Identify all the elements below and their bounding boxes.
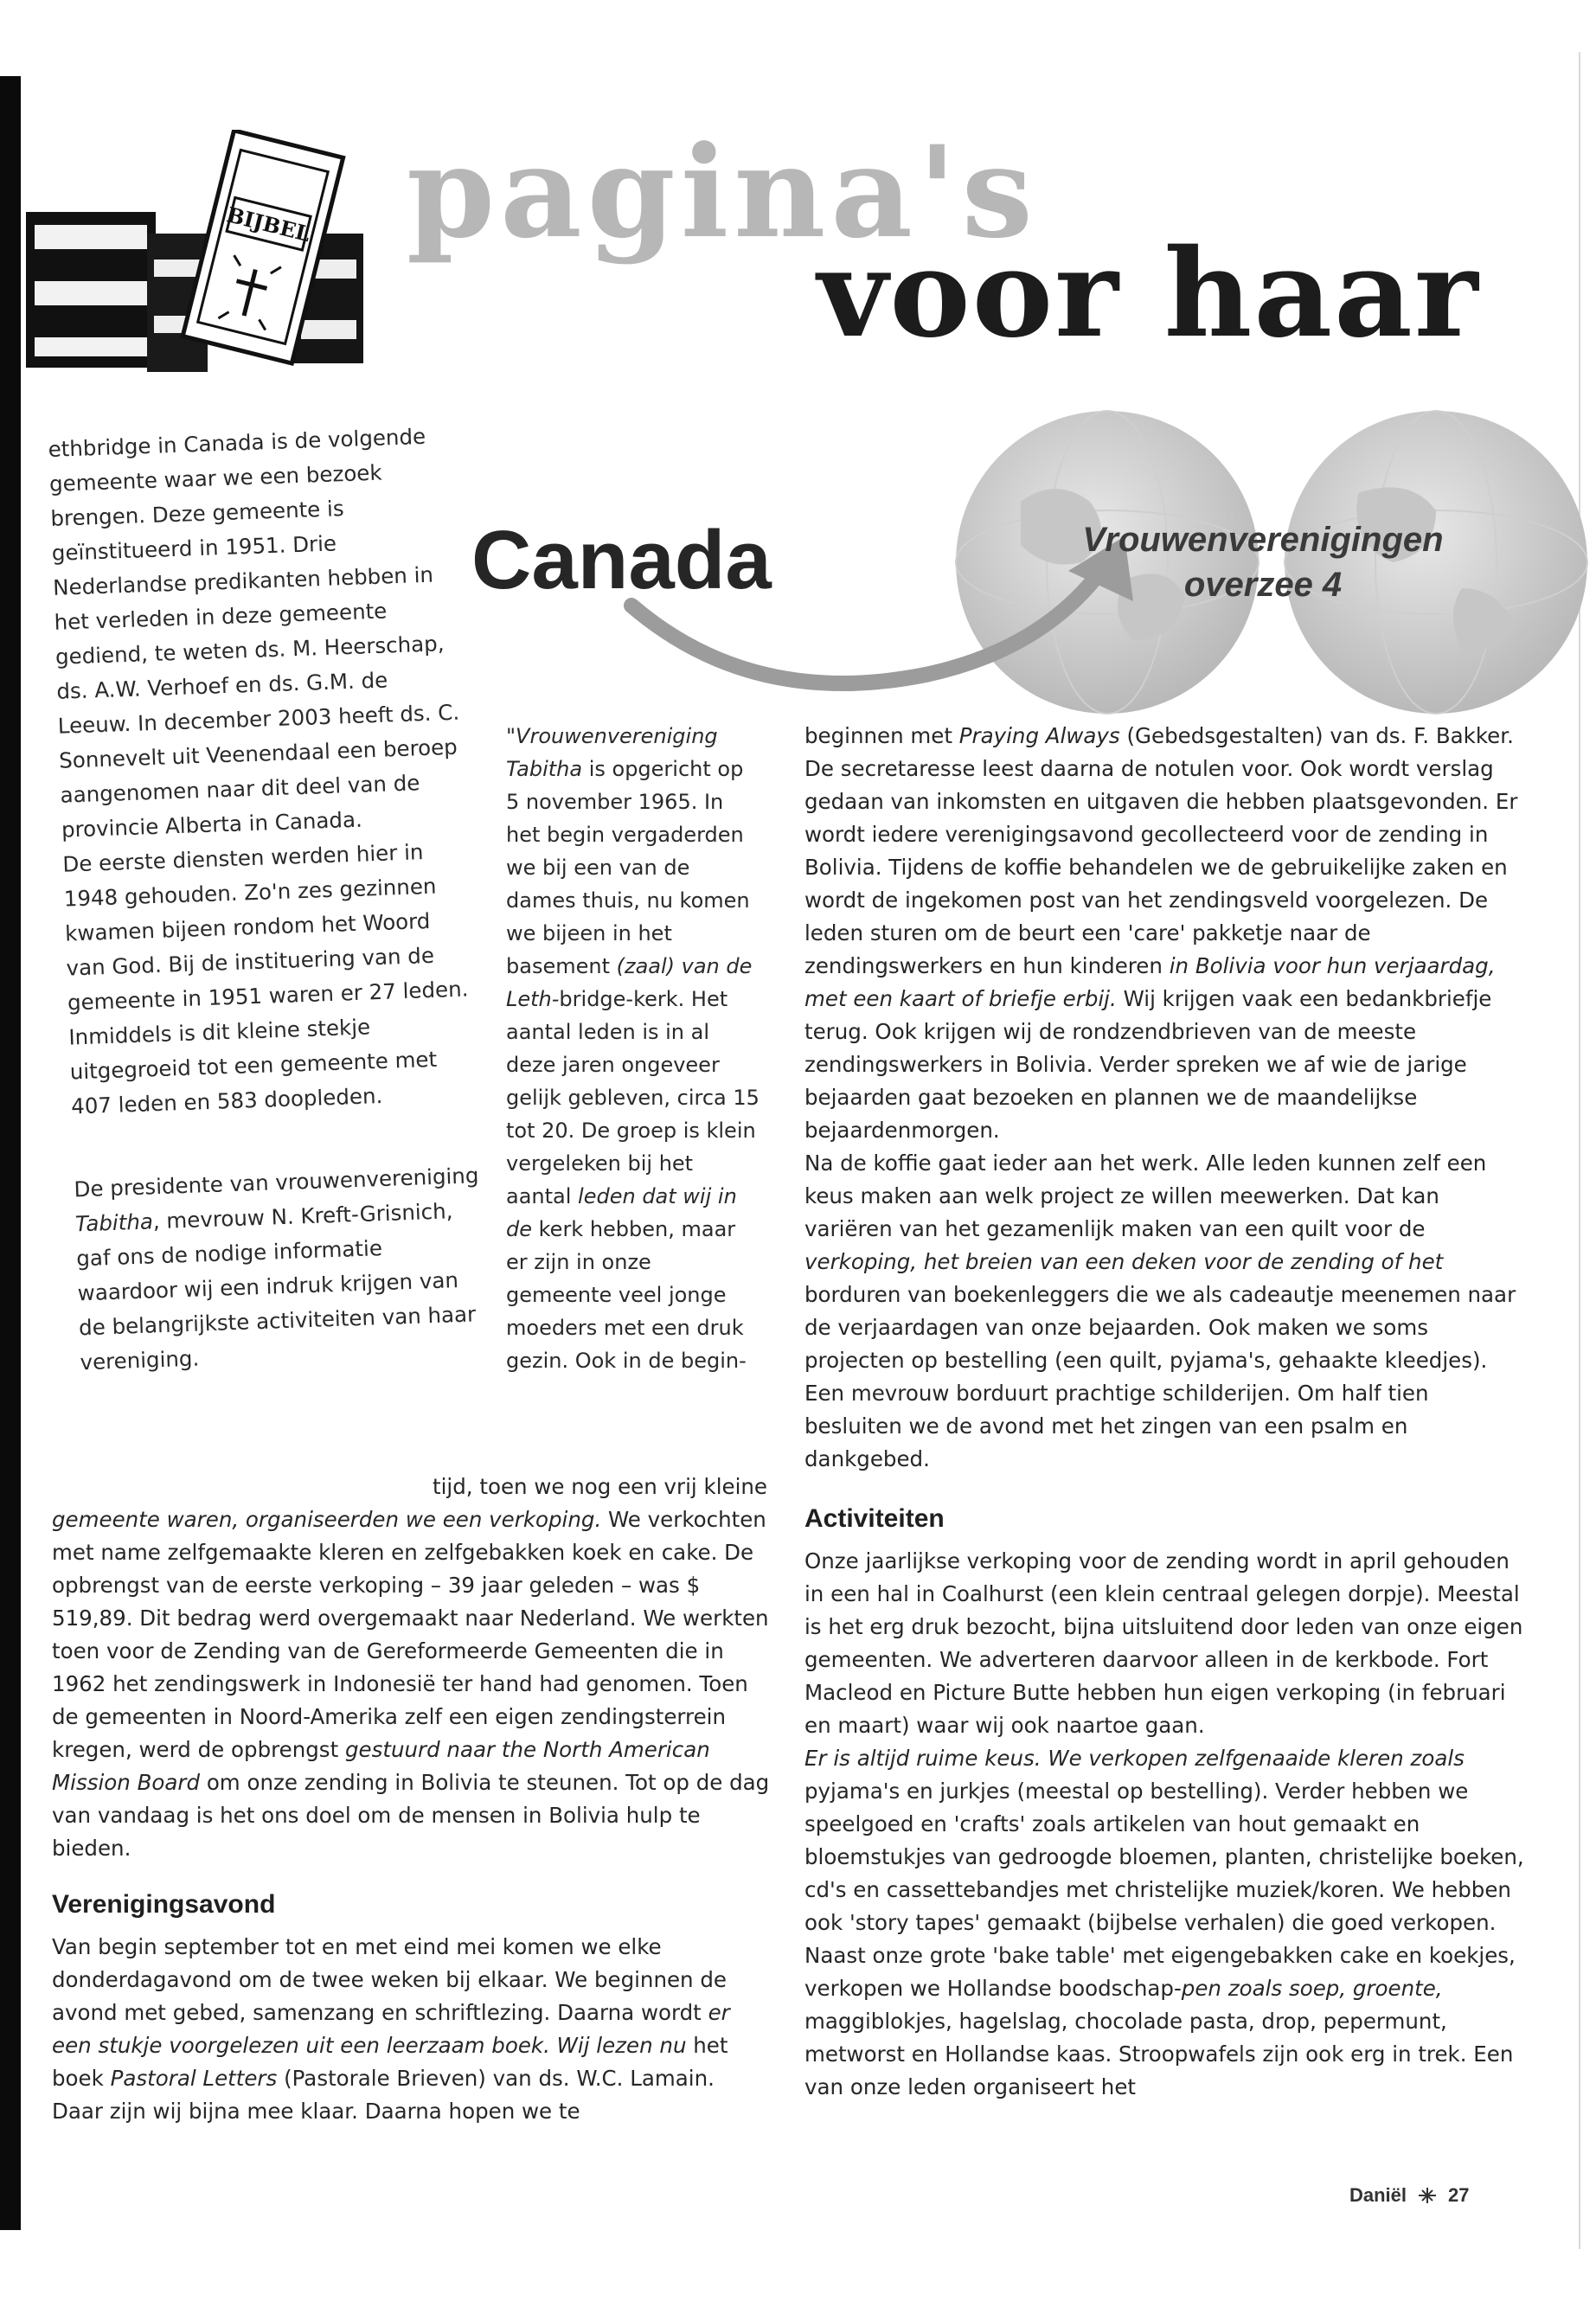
intro-paragraph: ethbridge in Canada is de volgende gemeente waar we een bezoek brengen. Deze gemeente is geïnstitueerd in 1951. Drie Nederlandse predikanten hebben in het verleden in deze gemeente gediend, te weten ds. M. Heerschap, ds. A.W. Verhoef en ds. G.M. de Leeuw. In december 2003 heeft ds. C. Sonnevelt uit Veenendaal een beroep aangenomen naar dit deel van de provincie Alberta in Canada. xyxy=(48,423,460,843)
series-title-line1: Vrouwenverenigingen xyxy=(1082,521,1444,559)
intro-paragraph: De eerste diensten werden hier in 1948 gehouden. Zo'n zes gezinnen kwamen bijeen rondom het Woord van God. Bij de instituering van de gemeente in 1951 waren er 27 leden. Inmiddels is dit kleine stekje uitgegroeid tot een gemeente met 407 leden en 583 doopleden. xyxy=(61,839,469,1119)
body-paragraph: Van begin september tot en met eind mei komen we elke donderdagavond om de twee weken bij elkaar. We beginnen de avond met gebed, samenzang en schriftlezing. Daarna wordt er een stukje voorgelezen uit een leerzaam boek. Wij lezen nu het boek Pastoral Letters (Pastorale Brieven) van ds. W.C. Lamain. Daar zijn wij bijna mee klaar. Daarna hopen we te xyxy=(52,1934,730,2124)
bible-books-illustration xyxy=(26,130,372,389)
body-paragraph: Na de koffie gaat ieder aan het werk. Alle leden kunnen zelf een keus maken aan welk project ze willen meewerken. Dat kan variëren van het gezamenlijk maken van een quilt voor de verkoping, het breien van een deken voor de zending of het borduren van boekenleggers die we als cadeautje meenemen naar de verjaardagen van onze bejaarden. Ook maken we soms projecten op bestelling (een quilt, pyjama's, gehaakte kleedjes). Een mevrouw borduurt prachtige schilderijen. Om half tien besluiten we de avond met het zingen van een psalm en dankgebed. xyxy=(804,1150,1516,1471)
middle-narrow-column xyxy=(506,720,761,1377)
right-column xyxy=(804,720,1531,2104)
svg-text:BIJBEL: BIJBEL xyxy=(224,202,313,247)
page-number: 27 xyxy=(1448,2184,1470,2206)
page-edge-line xyxy=(1579,52,1580,2249)
series-title xyxy=(1012,517,1514,607)
magazine-name: Daniël xyxy=(1349,2184,1407,2206)
intro-column xyxy=(48,419,487,1381)
section-heading-verenigingsavond: Verenigingsavond xyxy=(52,1890,276,1919)
body-paragraph: "Vrouwenvereniging Tabitha is opgericht op 5 november 1965. In het begin vergaderden we bij een van de dames thuis, nu komen we bijeen in het basement (zaal) van de Leth-bridge-kerk. Het aantal leden is in al deze jaren ongeveer gelijk gebleven, circa 15 tot 20. De groep is klein vergeleken bij het aantal leden dat wij in de kerk hebben, maar er zijn in onze gemeente veel jonge moeders met een druk gezin. Ook in de begin- xyxy=(506,724,760,1373)
body-paragraph: tijd, toen we nog een vrij kleine gemeente waren, organiseerden we een verkoping. We verkochten met name zelfgemaakte kleren en zelfgebakken koek en cake. De opbrengst van de eerste verkoping – 39 jaar geleden – was $ 519,89. Dit bedrag werd overgemaakt naar Nederland. We werkten toen voor de Zending van de Gereformeerde Gemeenten die in 1962 het zendingswerk in Indonesië ter hand had genomen. Toen de gemeenten in Noord-Amerika zelf een eigen zendingsterrein kregen, werd de opbrengst gestuurd naar the North American Mission Board om onze zending in Bolivia te steunen. Tot op de dag van vandaag is het ons doel om de mensen in Bolivia hulp te bieden. xyxy=(52,1474,770,1861)
body-paragraph: Er is altijd ruime keus. We verkopen zelfgenaaide kleren zoals pyjama's en jurkjes (meestal op bestelling). Verder hebben we speelgoed en 'crafts' zoals artikelen van hout gemaakt en bloemstukjes van gedroogde bloemen, planten, christelijke boeken, cd's en cassettebandjes met christelijke muziek/koren. We hebben ook 'story tapes' gemaakt (bijbelse verhalen) die goed verkopen. Naast onze grote 'bake table' met eigengebakken cake en koekjes, verkopen we Hollandse boodschap-pen zoals soep, groente, maggiblokjes, hagelslag, chocolade pasta, drop, pepermunt, metworst en Hollandse kaas. Stroopwafels zijn ook erg in trek. Een van onze leden organiseert het xyxy=(804,1746,1524,2099)
body-paragraph: beginnen met Praying Always (Gebedsgestalten) van ds. F. Bakker. De secretaresse leest daarna de notulen voor. Ook wordt verslag gedaan van inkomsten en uitgaven die hebben plaatsgevonden. Er wordt iedere verenigingsavond gecollecteerd voor de zending in Bolivia. Tijdens de koffie behandelen we de gebruikelijke zaken en wordt de ingekomen post van het zendingsveld voorgelezen. De leden sturen om de beurt een 'care' pakketje naar de zendingswerkers en hun kinderen in Bolivia voor hun verjaardag, met een kaart of briefje erbij. Wij krijgen vaak een bedankbriefje terug. Ook krijgen wij de rondzendbrieven van de meeste zendingswerkers in Bolivia. Verder spreken we af wie de jarige bejaarden gaat bezoeken en plannen we de maandelijkse bejaardenmorgen. xyxy=(804,723,1518,1143)
heading-voor-haar: voor haar xyxy=(817,223,1480,365)
ornament-icon xyxy=(1415,2186,1439,2205)
article-title: Canada xyxy=(471,514,772,606)
bottom-left-column xyxy=(52,1471,770,2128)
section-heading-activiteiten: Activiteiten xyxy=(804,1504,945,1533)
body-paragraph: Onze jaarlijkse verkoping voor de zending wordt in april gehouden in een hal in Coalhurst (een klein centraal gelegen dorpje). Meestal is het erg druk bezocht, bijna uitsluitend door leden van onze eigen gemeenten. We adverteren daarvoor alleen in de kerkbode. Fort Macleod en Picture Butte hebben hun eigen verkoping (in februari en maart) waar wij ook naartoe gaan. xyxy=(804,1548,1523,1738)
heading-paginas: pagina's xyxy=(407,119,1038,266)
page-spine-edge xyxy=(0,76,21,2230)
intro-paragraph: De presidente van vrouwenvereniging Tabitha, mevrouw N. Kreft-Grisnich, gaf ons de nodige informatie waardoor wij een indruk krijgen van de belangrijkste activiteiten van haar vereniging. xyxy=(74,1163,479,1375)
page-footer xyxy=(1349,2184,1470,2207)
series-title-line2: overzee 4 xyxy=(1183,566,1343,604)
